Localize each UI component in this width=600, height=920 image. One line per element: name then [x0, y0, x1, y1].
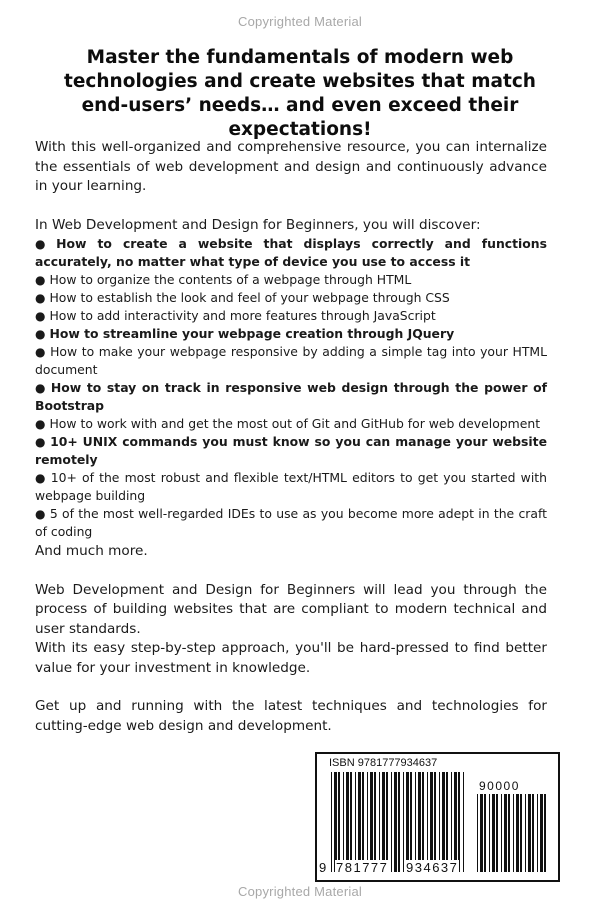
bullet-icon: ●	[35, 507, 46, 521]
barcode-bar	[334, 772, 337, 872]
feature-list-item	[35, 325, 547, 343]
bullet-icon: ●	[35, 381, 47, 395]
feature-list-item	[35, 235, 547, 271]
barcode-bar	[525, 794, 526, 872]
barcode-bar	[489, 794, 490, 872]
barcode-bar	[544, 794, 546, 872]
barcode-bar	[458, 772, 460, 872]
feature-text: How to add interactivity and more features through JavaScript	[49, 308, 436, 323]
barcode-bar	[508, 794, 510, 872]
barcode-bar	[379, 772, 380, 872]
feature-text: 5 of the most well-regarded IDEs to use as you become more adept in the craft of coding	[35, 506, 547, 539]
back-cover-text	[35, 138, 547, 736]
barcode-bar	[513, 794, 514, 872]
barcode-bar	[454, 772, 457, 872]
barcode-bar	[477, 794, 478, 872]
bullet-icon: ●	[35, 417, 46, 431]
feature-list-item	[35, 469, 547, 505]
barcode-bar	[386, 772, 388, 872]
isbn-label: ISBN 9781777934637	[329, 757, 438, 769]
bullet-icon: ●	[35, 471, 47, 485]
barcode-bar	[346, 772, 349, 872]
barcode-bar	[403, 772, 404, 872]
feature-text: How to create a website that displays correctly and functions accurately, no matter what type of device you use to access it	[35, 236, 547, 269]
closing-paragraph: Get up and running with the latest techniques and technologies for cutting-edge web design and development.	[35, 698, 547, 734]
feature-text: How to make your webpage responsive by adding a simple tag into your HTML document	[35, 344, 547, 377]
feature-list-item	[35, 307, 547, 325]
price-code: 90000	[479, 779, 520, 793]
barcode-bar	[492, 794, 495, 872]
barcode-bar	[434, 772, 436, 872]
barcode-left-digits: 781777	[336, 860, 389, 875]
bullet-icon: ●	[35, 237, 53, 251]
copyright-watermark-bottom: Copyrighted Material	[238, 884, 362, 899]
barcode-bar	[410, 772, 412, 872]
bullet-icon: ●	[35, 309, 46, 323]
intro-paragraph: With this well-organized and comprehensive resource, you can internalize the essentials of web development and design and continuously advance in your learning.	[35, 139, 547, 194]
barcode-bar	[374, 772, 376, 872]
feature-text: How to establish the look and feel of your webpage through CSS	[49, 290, 450, 305]
bullet-icon: ●	[35, 345, 47, 359]
feature-list-item	[35, 505, 547, 541]
feature-text: How to stay on track in responsive web design through the power of Bootstrap	[35, 380, 547, 413]
barcode-bar	[504, 794, 507, 872]
feature-list-item	[35, 343, 547, 379]
barcode-bar	[484, 794, 486, 872]
easy-paragraph: With its easy step-by-step approach, you'll be hard-pressed to find better value for your investment in knowledge.	[35, 640, 547, 676]
feature-list-item	[35, 415, 547, 433]
headline: Master the fundamentals of modern web technologies and create websites that match end-users’ needs… and even exceed their expectations!	[64, 47, 536, 140]
barcode-bar	[367, 772, 368, 872]
discover-intro: In Web Development and Design for Beginners, you will discover:	[35, 216, 481, 233]
barcode-bar	[406, 772, 409, 872]
barcode-bar	[415, 772, 416, 872]
barcode-bar	[358, 772, 361, 872]
barcode-bar	[382, 772, 385, 872]
feature-list-item	[35, 433, 547, 469]
barcode-bar	[480, 794, 483, 872]
feature-text: How to streamline your webpage creation through JQuery	[49, 326, 455, 341]
lead-paragraph: Web Development and Design for Beginners will lead you through the process of building websites that are compliant to modern technical and user standards.	[35, 581, 547, 637]
feature-list	[35, 235, 547, 541]
barcode-bar	[451, 772, 452, 872]
barcode-bar	[496, 794, 498, 872]
barcode-bar	[362, 772, 364, 872]
bullet-icon: ●	[35, 435, 47, 449]
barcode-bar	[528, 794, 531, 872]
feature-text: 10+ of the most robust and flexible text/HTML editors to get you started with webpage building	[35, 470, 547, 503]
barcode-right-digits: 934637	[406, 860, 459, 875]
barcode-bar	[520, 794, 522, 872]
bullet-icon: ●	[35, 291, 46, 305]
barcode-bar	[442, 772, 445, 872]
and-more-text: And much more.	[35, 543, 148, 559]
feature-text: 10+ UNIX commands you must know so you can manage your website remotely	[35, 434, 547, 467]
barcode-bar	[540, 794, 543, 872]
barcode-bar	[331, 772, 332, 872]
bullet-icon: ●	[35, 327, 46, 341]
barcode-bar	[370, 772, 373, 872]
barcode-bar	[418, 772, 421, 872]
barcode-bar	[516, 794, 519, 872]
barcode-bar	[355, 772, 356, 872]
barcode-bar	[394, 772, 397, 872]
barcode-bar	[439, 772, 440, 872]
feature-list-item	[35, 289, 547, 307]
feature-text: How to organize the contents of a webpage through HTML	[49, 272, 412, 287]
barcode-first-digit: 9	[319, 860, 327, 875]
barcode-bar	[537, 794, 538, 872]
feature-text: How to work with and get the most out of Git and GitHub for web development	[49, 416, 541, 431]
barcode-bar	[338, 772, 340, 872]
isbn-barcode	[315, 752, 560, 882]
feature-list-item	[35, 271, 547, 289]
copyright-watermark-top: Copyrighted Material	[238, 14, 362, 29]
barcode-bar	[343, 772, 344, 872]
barcode-bar	[391, 772, 392, 872]
barcode-bar	[350, 772, 352, 872]
barcode-bar	[532, 794, 534, 872]
barcode-bar	[463, 772, 464, 872]
barcode-bar	[430, 772, 433, 872]
bullet-icon: ●	[35, 273, 46, 287]
barcode-bar	[422, 772, 424, 872]
barcode-bar	[501, 794, 502, 872]
feature-list-item	[35, 379, 547, 415]
barcode-bar	[398, 772, 400, 872]
barcode-bar	[446, 772, 448, 872]
barcode-bar	[427, 772, 428, 872]
